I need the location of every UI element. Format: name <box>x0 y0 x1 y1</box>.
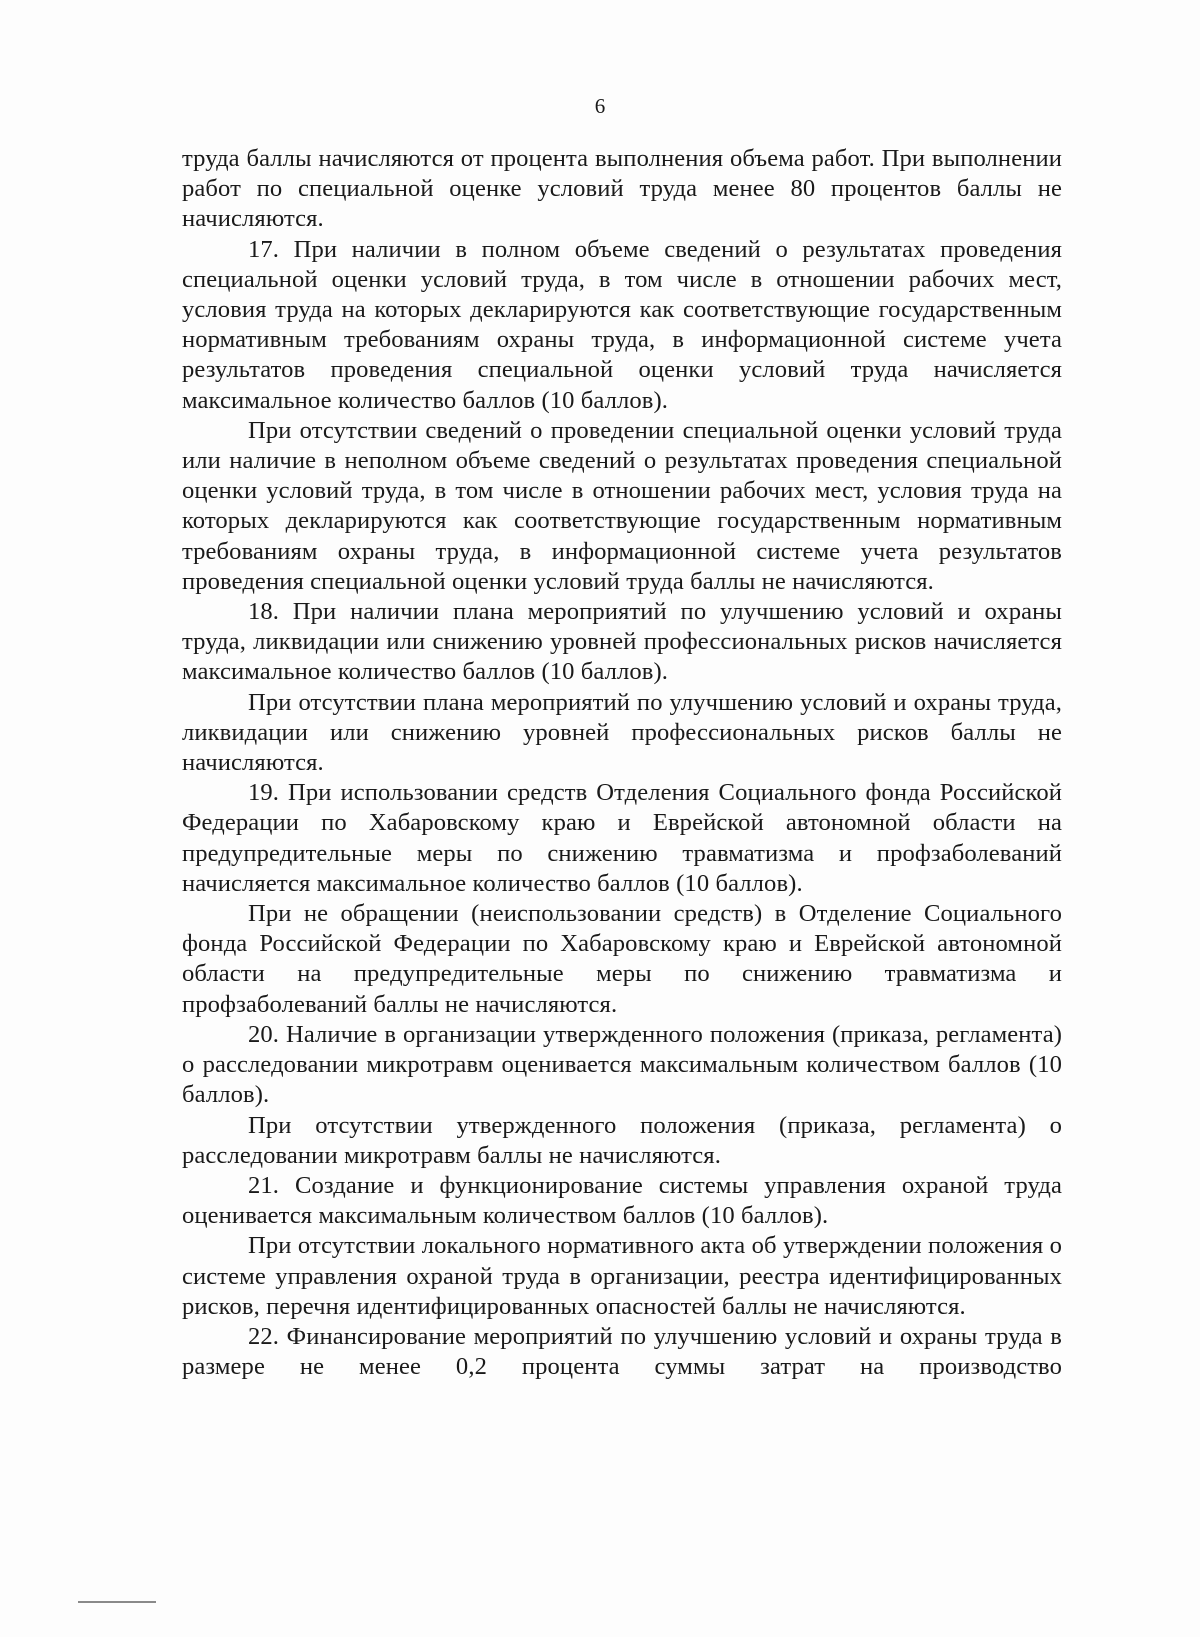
paragraph-item-21-absence: При отсутствии локального нормативного акта об утверждении положения о системе управления охраной труда в организации, реестра идентифицированных рисков, перечня идентифицированных опасностей баллы не начисляются. <box>182 1232 1062 1320</box>
paragraph-continuation: труда баллы начисляются от процента выполнения объема работ. При выполнении работ по специальной оценке условий труда менее 80 процентов баллы не начисляются. <box>182 145 1062 233</box>
paragraph-item-18-absence: При отсутствии плана мероприятий по улучшению условий и охраны труда, ликвидации или снижению уровней профессиональных рисков баллы не начисляются. <box>182 688 1062 777</box>
document-body <box>182 144 1062 1382</box>
paragraph-item-20-absence: При отсутствии утвержденного положения (приказа, регламента) о расследовании микротравм баллы не начисляются. <box>182 1111 1062 1169</box>
paragraph-item-17-absence: При отсутствии сведений о проведении специальной оценки условий труда или наличие в неполном объеме сведений о результатах проведения специальной оценки условий труда, в том числе в отношении рабочих мест, условия труда на которых декларируются как соответствующие государственным нормативным требованиям охраны труда, в информационной системе учета результатов проведения специальной оценки условий труда баллы не начисляются. <box>182 416 1062 595</box>
footer-rule <box>78 1601 156 1603</box>
paragraph-item-20: 20. Наличие в организации утвержденного положения (приказа, регламента) о расследовании микротравм оценивается максимальным количеством баллов (10 баллов). <box>182 1020 1062 1109</box>
paragraph-item-18: 18. При наличии плана мероприятий по улучшению условий и охраны труда, ликвидации или снижению уровней профессиональных рисков начисляется максимальное количество баллов (10 баллов). <box>182 598 1062 686</box>
paragraph-item-21: 21. Создание и функционирование системы управления охраной труда оценивается максимальным количеством баллов (10 баллов). <box>182 1171 1062 1230</box>
paragraph-item-17: 17. При наличии в полном объеме сведений о результатах проведения специальной оценки условий труда, в том числе в отношении рабочих мест, условия труда на которых декларируются как соответствующие государственным нормативным требованиям охраны труда, в информационной системе учета результатов проведения специальной оценки условий труда начисляется максимальное количество баллов (10 баллов). <box>182 235 1062 414</box>
paragraph-item-19-absence: При не обращении (неиспользовании средств) в Отделение Социального фонда Российской Федерации по Хабаровскому краю и Еврейской автономной области на предупредительные меры по снижению травматизма и профзаболеваний баллы не начисляются. <box>182 900 1062 1018</box>
paragraph-item-19: 19. При использовании средств Отделения Социального фонда Российской Федерации по Хабаровскому краю и Еврейской автономной области на предупредительные меры по снижению травматизма и профзаболеваний начисляется максимальное количество баллов (10 баллов). <box>182 779 1062 897</box>
paragraph-item-22: 22. Финансирование мероприятий по улучшению условий и охраны труда в размере не менее 0,2 процента суммы затрат на производство <box>182 1322 1062 1381</box>
page-number: 6 <box>594 94 606 118</box>
